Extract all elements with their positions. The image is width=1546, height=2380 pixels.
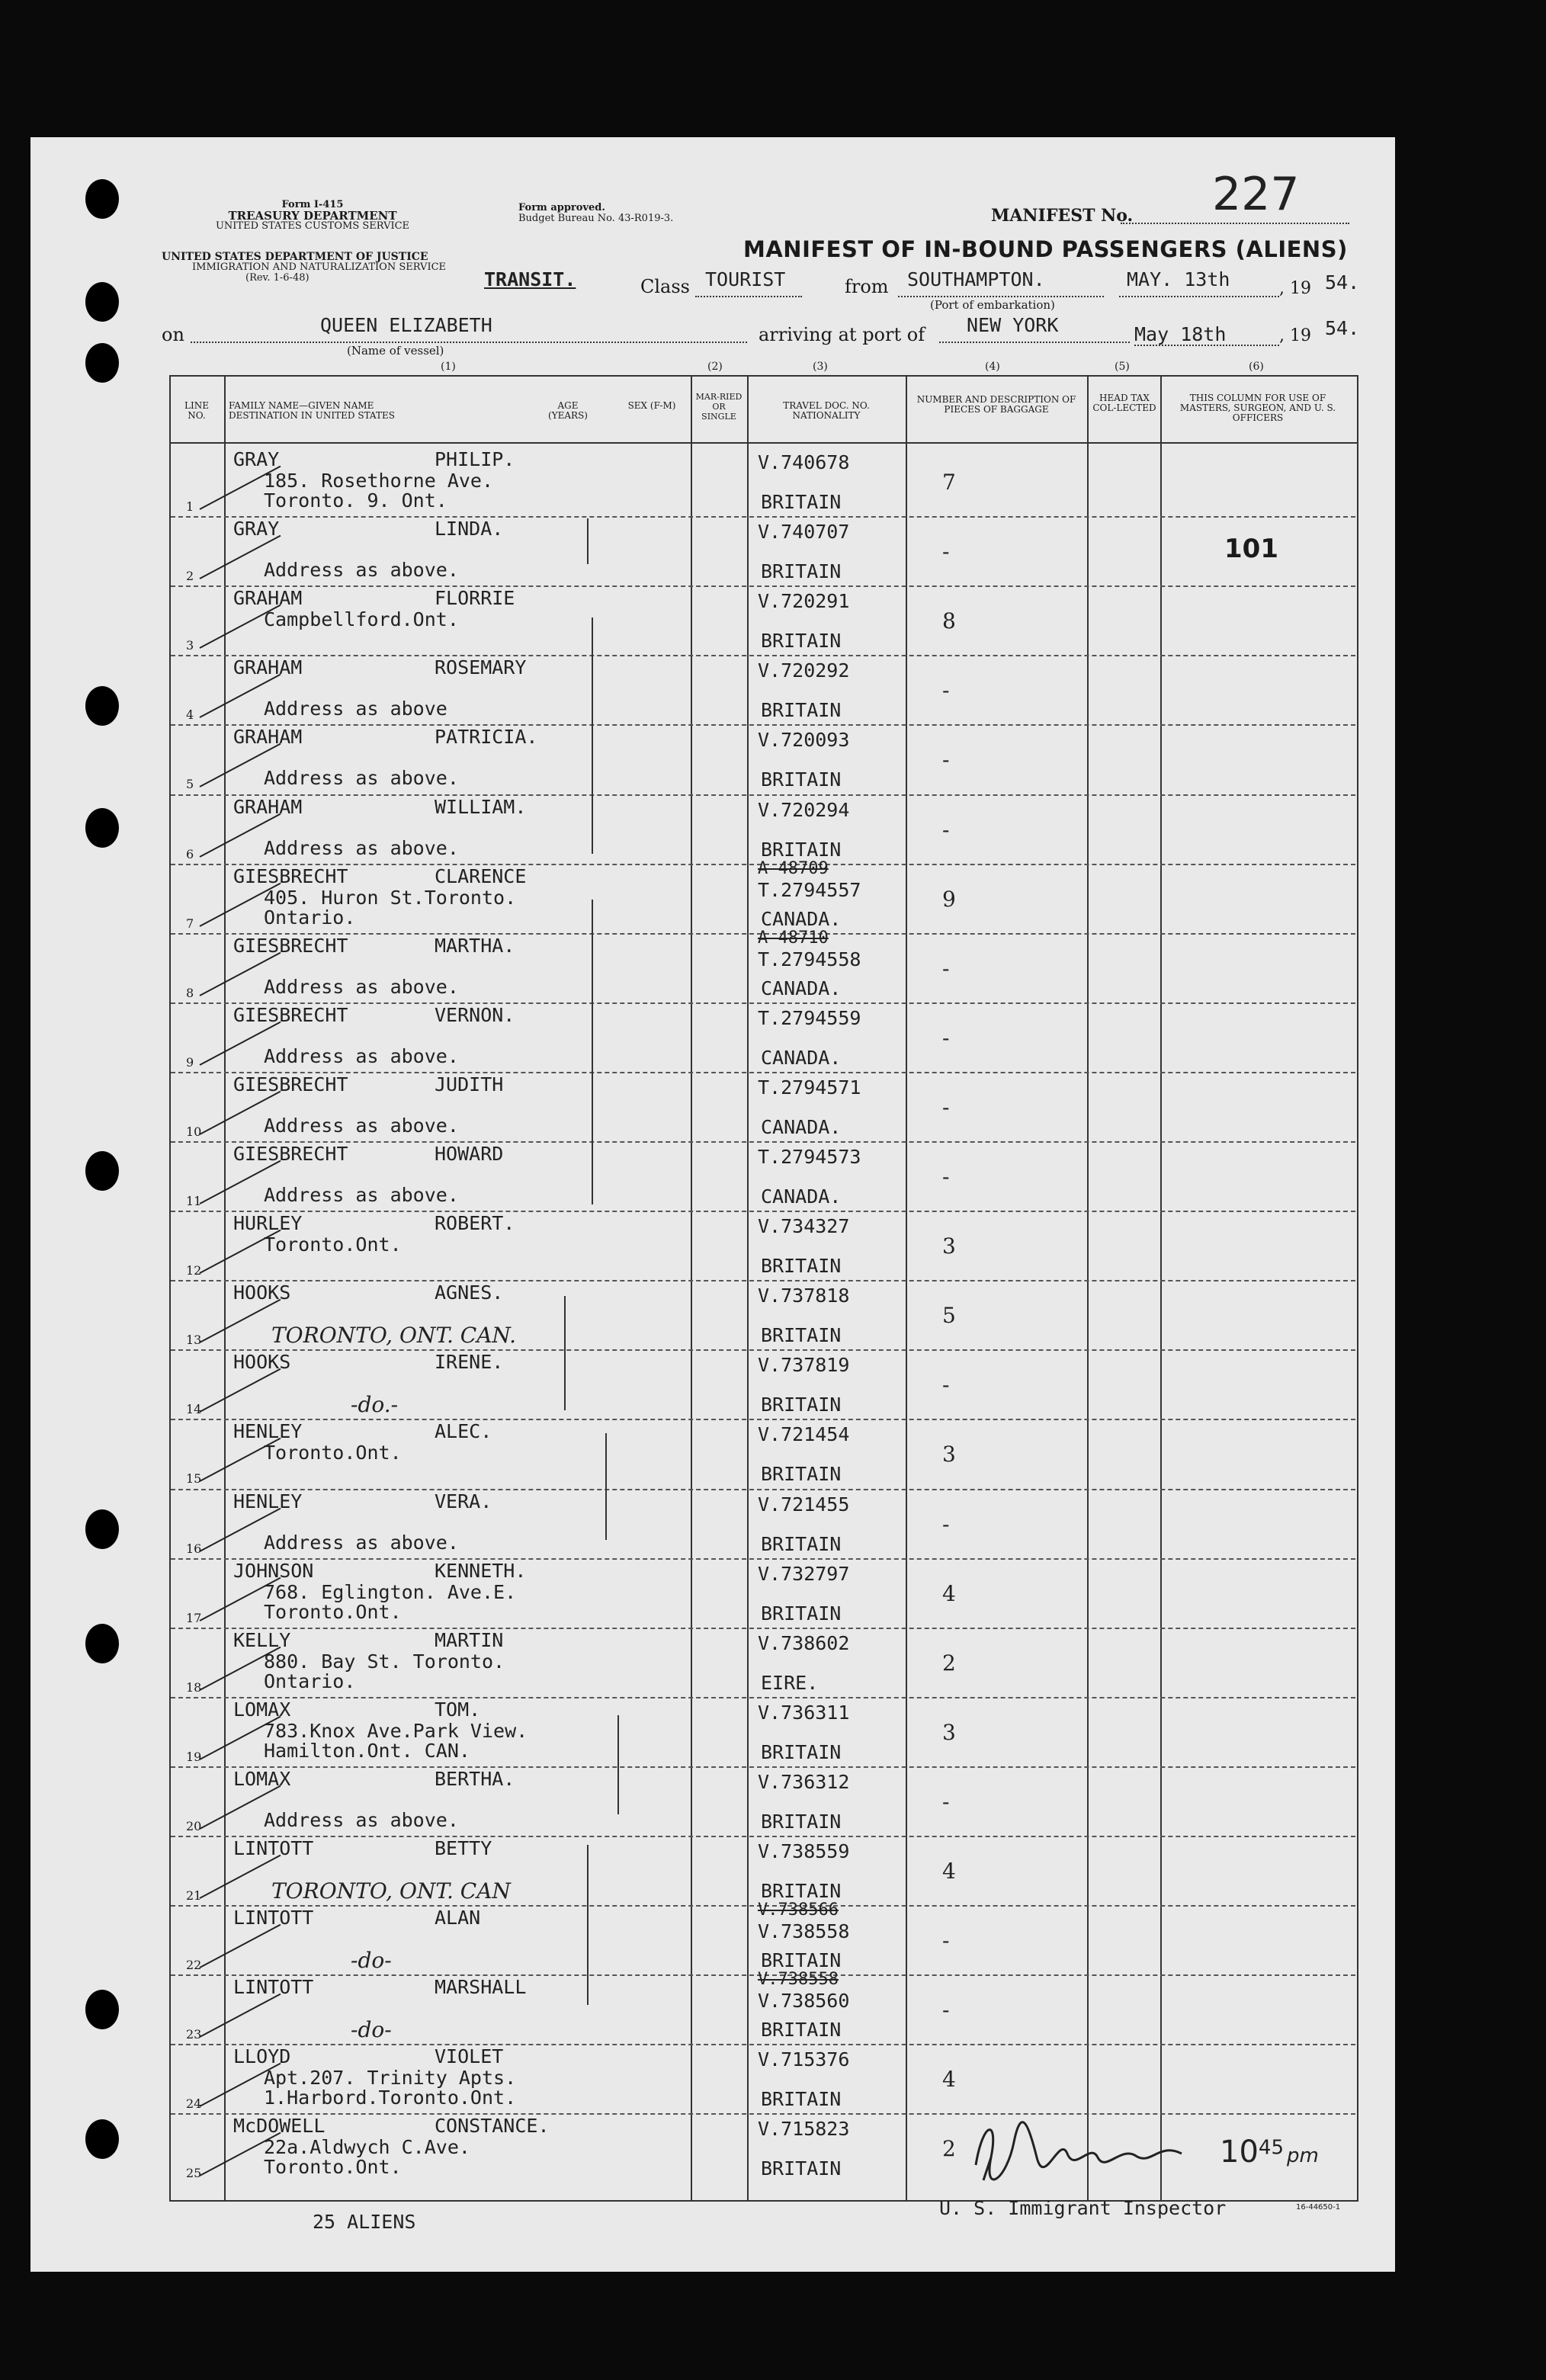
treasury-label: TREASURY DEPARTMENT — [228, 209, 397, 223]
passenger-nationality: BRITAIN — [761, 1810, 842, 1833]
passenger-given-name: JUDITH — [435, 1073, 504, 1095]
col-header-officers: THIS COLUMN FOR USE OF MASTERS, SURGEON, AND U. S. OFFICERS — [1179, 393, 1336, 423]
customs-label: UNITED STATES CUSTOMS SERVICE — [215, 220, 410, 232]
travel-doc-number: V.740678 — [758, 451, 850, 473]
passenger-address-line2: Address as above. — [264, 1808, 459, 1831]
table-row — [0, 928, 1546, 1002]
line-number: 10 — [186, 1124, 202, 1139]
passenger-family-name: HOOKS — [233, 1281, 291, 1304]
col-header-married: MAR-RIED OR SINGLE — [695, 392, 743, 422]
passenger-nationality: BRITAIN — [761, 491, 842, 513]
family-bracket — [605, 1433, 607, 1540]
passenger-given-name: VIOLET — [435, 2045, 504, 2068]
baggage-count: 2 — [942, 1650, 956, 1676]
passenger-nationality: BRITAIN — [761, 2019, 842, 2042]
passenger-family-name: LOMAX — [233, 1698, 291, 1721]
travel-doc-number: V.720291 — [758, 590, 850, 613]
passenger-given-name: IRENE. — [435, 1351, 504, 1374]
passenger-given-name: BERTHA. — [435, 1767, 515, 1790]
baggage-count: 8 — [942, 608, 956, 634]
passenger-address-line1: Toronto.Ont. — [264, 1233, 402, 1256]
baggage-count: - — [942, 1511, 950, 1537]
passenger-family-name: LINTOTT — [233, 1837, 314, 1859]
col-number-2: (2) — [707, 361, 723, 373]
passenger-nationality: BRITAIN — [761, 838, 842, 861]
passenger-address-line2: TORONTO, ONT. CAN. — [271, 1323, 517, 1349]
passenger-nationality: BRITAIN — [761, 699, 842, 722]
table-row — [0, 1141, 1546, 1211]
passenger-family-name: LINTOTT — [233, 1907, 314, 1929]
family-bracket — [617, 1715, 619, 1814]
line-number: 19 — [186, 1749, 202, 1764]
line-number: 3 — [186, 638, 194, 653]
passenger-address-line2: Address as above. — [264, 1044, 459, 1067]
vessel-label: (Name of vessel) — [347, 344, 444, 358]
from-value: SOUTHAMPTON. — [907, 268, 1045, 290]
table-row — [0, 655, 1546, 724]
ins-label: IMMIGRATION AND NATURALIZATION SERVICE — [192, 261, 447, 273]
travel-doc-number: V.738602 — [758, 1631, 850, 1654]
manifest-number: 227 — [1212, 168, 1300, 221]
baggage-count: - — [942, 816, 950, 842]
passenger-address-line1: 405. Huron St.Toronto. — [264, 886, 517, 909]
baggage-count: 4 — [942, 1859, 956, 1884]
table-row — [0, 1349, 1546, 1419]
baggage-count: - — [942, 1164, 950, 1189]
passenger-family-name: GIESBRECHT — [233, 1003, 348, 1026]
passenger-address-line1: 185. Rosethorne Ave. — [264, 470, 494, 492]
passenger-address-line2: Toronto.Ont. — [264, 2156, 402, 2179]
passenger-family-name: LINTOTT — [233, 1976, 314, 1999]
arrival-port: NEW YORK — [967, 314, 1059, 336]
passenger-given-name: CONSTANCE. — [435, 2115, 550, 2138]
passenger-given-name: PATRICIA. — [435, 726, 538, 749]
class-value: TOURIST — [705, 268, 786, 290]
port-embark-label: (Port of embarkation) — [930, 298, 1055, 312]
baggage-count: - — [942, 1928, 950, 1954]
punch-hole — [85, 179, 119, 219]
class-line — [695, 296, 802, 297]
table-row — [0, 1836, 1546, 1905]
passenger-family-name: LLOYD — [233, 2045, 291, 2068]
depart-date: MAY. 13th — [1127, 268, 1230, 290]
table-row — [0, 1211, 1546, 1280]
baggage-count: - — [942, 1372, 950, 1398]
passenger-family-name: GIESBRECHT — [233, 1143, 348, 1165]
rev-label: (Rev. 1-6-48) — [245, 272, 310, 284]
baggage-count: 9 — [942, 886, 956, 912]
passenger-family-name: HOOKS — [233, 1351, 291, 1374]
line-number: 21 — [186, 1888, 202, 1904]
table-row — [0, 516, 1546, 585]
passenger-address-line2: Address as above. — [264, 975, 459, 998]
transit-label: TRANSIT. — [484, 268, 576, 290]
passenger-given-name: VERNON. — [435, 1003, 515, 1026]
baggage-count: - — [942, 539, 950, 565]
travel-doc-number: T.2794573 — [758, 1146, 861, 1168]
baggage-count: 3 — [942, 1719, 956, 1745]
inspection-time — [1220, 2135, 1319, 2170]
line-number: 14 — [186, 1402, 202, 1417]
passenger-address-line2: 1.Harbord.Toronto.Ont. — [264, 2087, 517, 2109]
passenger-address-line2: Hamilton.Ont. CAN. — [264, 1739, 470, 1762]
passenger-family-name: GIESBRECHT — [233, 864, 348, 887]
col-number-5: (5) — [1115, 361, 1130, 373]
line-number: 4 — [186, 707, 194, 723]
passenger-given-name: VERA. — [435, 1490, 492, 1512]
passenger-address-line2: Address as above. — [264, 559, 459, 582]
travel-doc-number: V.715823 — [758, 2118, 850, 2141]
passenger-given-name: ROSEMARY — [435, 656, 527, 679]
passenger-family-name: LOMAX — [233, 1767, 291, 1790]
passenger-nationality: BRITAIN — [761, 560, 842, 583]
travel-doc-number: V.738559 — [758, 1840, 850, 1862]
line-number: 20 — [186, 1818, 202, 1833]
line-number: 24 — [186, 2096, 202, 2112]
arrival-port-line — [939, 342, 1130, 343]
travel-doc-number: T.2794557 — [758, 878, 861, 901]
inspection-time-suffix: pm — [1287, 2144, 1319, 2167]
passenger-address-line2: Toronto.Ont. — [264, 1600, 402, 1623]
passenger-address-line2: Ontario. — [264, 1670, 356, 1692]
passenger-given-name: AGNES. — [435, 1281, 504, 1304]
family-bracket — [587, 518, 589, 564]
arriving-label: arriving at port of — [759, 324, 925, 345]
line-number: 18 — [186, 1679, 202, 1695]
table-header-divider — [169, 442, 1357, 444]
table-row — [0, 1489, 1546, 1558]
travel-doc-number: V.736312 — [758, 1770, 850, 1793]
passenger-address-line1: Toronto.Ont. — [264, 1442, 402, 1464]
passenger-family-name: HENLEY — [233, 1490, 303, 1512]
line-number: 12 — [186, 1263, 202, 1278]
passenger-nationality: BRITAIN — [761, 768, 842, 791]
family-bracket — [564, 1296, 566, 1410]
passenger-nationality: BRITAIN — [761, 1602, 842, 1625]
passenger-given-name: PHILIP. — [435, 448, 515, 470]
passenger-nationality: BRITAIN — [761, 1880, 842, 1902]
passenger-nationality: CANADA. — [761, 1046, 842, 1069]
line-number: 7 — [186, 916, 194, 931]
line-number: 25 — [186, 2166, 202, 2181]
inspection-time-hour: 10 — [1220, 2135, 1259, 2170]
passenger-nationality: CANADA. — [761, 907, 842, 930]
travel-doc-number: V.734327 — [758, 1215, 850, 1238]
table-row — [0, 1419, 1546, 1488]
passenger-nationality: CANADA. — [761, 977, 842, 999]
table-row — [0, 724, 1546, 794]
baggage-count: 4 — [942, 2067, 956, 2093]
passenger-address-line2: TORONTO, ONT. CAN — [271, 1878, 511, 1904]
passenger-given-name: CLARENCE — [435, 864, 527, 887]
vessel-name: QUEEN ELIZABETH — [320, 314, 492, 336]
passenger-address-line2: Address as above. — [264, 1531, 459, 1554]
line-number: 15 — [186, 1471, 202, 1487]
col-header-line: LINE NO. — [184, 400, 209, 421]
passenger-family-name: KELLY — [233, 1628, 291, 1651]
col-header-name: FAMILY NAME—GIVEN NAME DESTINATION IN UNITED STATES — [229, 400, 395, 421]
travel-doc-number: V.737818 — [758, 1285, 850, 1307]
baggage-count: 4 — [942, 1580, 956, 1606]
family-bracket — [592, 900, 593, 1204]
passenger-nationality: BRITAIN — [761, 2157, 842, 2180]
depart-year-prefix: , 19 — [1279, 279, 1311, 298]
arrival-year: 54. — [1325, 317, 1360, 339]
passenger-given-name: TOM. — [435, 1698, 481, 1721]
passenger-nationality: BRITAIN — [761, 1324, 842, 1347]
passenger-family-name: GIESBRECHT — [233, 1073, 348, 1095]
passenger-family-name: GRAHAM — [233, 726, 303, 749]
passenger-address-line2: -do.- — [351, 1392, 399, 1418]
passenger-address-line2: Address as above. — [264, 1184, 459, 1206]
passenger-given-name: LINDA. — [435, 518, 504, 540]
baggage-count: 7 — [942, 470, 956, 495]
inspection-time-minutes: 45 — [1258, 2136, 1284, 2160]
col-header-baggage: NUMBER AND DESCRIPTION OF PIECES OF BAGGAGE — [916, 394, 1076, 415]
punch-hole — [85, 282, 119, 322]
passenger-family-name: GRAY — [233, 448, 280, 470]
passenger-family-name: McDOWELL — [233, 2115, 326, 2138]
travel-doc-struck: V.738558 — [758, 1970, 839, 1990]
passenger-nationality: BRITAIN — [761, 1949, 842, 1972]
inspector-signature — [968, 2112, 1189, 2188]
table-row — [0, 1697, 1546, 1766]
line-number: 17 — [186, 1610, 202, 1625]
passenger-address-line2: Address as above. — [264, 1114, 459, 1137]
table-row — [0, 1900, 1546, 1974]
table-row — [0, 1970, 1546, 2044]
approval-label: Form approved. — [518, 202, 605, 213]
line-number: 2 — [186, 569, 194, 584]
passenger-address-line1: Apt.207. Trinity Apts. — [264, 2067, 517, 2090]
passenger-address-line2: Ontario. — [264, 906, 356, 929]
col-header-age: AGE (YEARS) — [548, 400, 588, 421]
travel-doc-number: V.740707 — [758, 521, 850, 544]
table-row — [0, 1072, 1546, 1141]
line-number: 9 — [186, 1054, 194, 1070]
passenger-nationality: BRITAIN — [761, 630, 842, 653]
check-slash — [200, 1924, 281, 1968]
line-number: 6 — [186, 846, 194, 861]
passenger-address-line1: Campbellford.Ont. — [264, 608, 459, 631]
passenger-nationality: CANADA. — [761, 1115, 842, 1138]
travel-doc-number: V.732797 — [758, 1562, 850, 1585]
class-label: Class — [640, 276, 690, 297]
budget-label: Budget Bureau No. 43-R019-3. — [518, 213, 674, 224]
baggage-count: - — [942, 747, 950, 773]
doj-label: UNITED STATES DEPARTMENT OF JUSTICE — [162, 251, 428, 263]
check-slash — [200, 1993, 281, 2038]
line-number: 23 — [186, 2027, 202, 2042]
col-number-4: (4) — [985, 361, 1000, 373]
manifest-title: MANIFEST OF IN-BOUND PASSENGERS (ALIENS) — [743, 236, 1348, 262]
passenger-nationality: BRITAIN — [761, 1463, 842, 1486]
from-label: from — [845, 276, 889, 297]
passenger-address-line2: Address as above. — [264, 767, 459, 790]
table-row — [0, 2044, 1546, 2113]
passenger-nationality: CANADA. — [761, 1185, 842, 1208]
family-bracket — [592, 617, 593, 854]
from-line — [898, 296, 1104, 297]
travel-doc-number: V.720292 — [758, 659, 850, 682]
baggage-count: - — [942, 1025, 950, 1050]
passenger-nationality: EIRE. — [761, 1671, 819, 1694]
passenger-address-line2: Address as above. — [264, 836, 459, 859]
manifest-number-line — [1121, 223, 1349, 224]
passenger-address-line2: Toronto. 9. Ont. — [264, 489, 447, 512]
inspector-label: U. S. Immigrant Inspector — [939, 2197, 1227, 2219]
on-label: on — [162, 324, 184, 345]
passenger-given-name: WILLIAM. — [435, 795, 527, 818]
line-number: 8 — [186, 985, 194, 1000]
passenger-given-name: MARTIN — [435, 1628, 504, 1651]
table-row — [0, 1280, 1546, 1349]
travel-doc-number: T.2794559 — [758, 1006, 861, 1029]
col-header-sex: SEX (F-M) — [627, 400, 676, 411]
travel-doc-number: V.715376 — [758, 2048, 850, 2071]
passenger-given-name: BETTY — [435, 1837, 492, 1859]
depart-year: 54. — [1325, 271, 1360, 293]
travel-doc-number: T.2794571 — [758, 1076, 861, 1099]
table-row — [0, 585, 1546, 655]
passenger-family-name: GIESBRECHT — [233, 934, 348, 957]
passenger-family-name: JOHNSON — [233, 1559, 314, 1582]
arrival-year-prefix: , 19 — [1279, 326, 1311, 345]
family-bracket — [587, 1845, 589, 2005]
col-number-1: (1) — [441, 361, 456, 373]
travel-doc-struck: V.738566 — [758, 1900, 839, 1920]
line-number: 1 — [186, 499, 194, 515]
baggage-count: - — [942, 955, 950, 981]
arrival-date: May 18th — [1134, 323, 1227, 345]
travel-doc-number: V.738560 — [758, 1990, 850, 2013]
passenger-family-name: HURLEY — [233, 1212, 303, 1235]
travel-doc-number: T.2794558 — [758, 948, 861, 970]
travel-doc-number: V.721455 — [758, 1493, 850, 1516]
passenger-nationality: BRITAIN — [761, 1740, 842, 1763]
depart-date-line — [1119, 296, 1279, 297]
passenger-family-name: GRAY — [233, 518, 280, 540]
line-number: 5 — [186, 777, 194, 792]
passenger-address-line1: 22a.Aldwych C.Ave. — [264, 2136, 470, 2159]
passenger-address-line2: -do- — [351, 2017, 392, 2043]
check-slash — [200, 1299, 281, 1343]
baggage-count: - — [942, 678, 950, 704]
baggage-count: - — [942, 1788, 950, 1814]
baggage-count: 3 — [942, 1233, 956, 1259]
col-number-3: (3) — [813, 361, 828, 373]
baggage-count: 5 — [942, 1303, 956, 1329]
table-row — [0, 1766, 1546, 1836]
passenger-address-line1: 783.Knox Ave.Park View. — [264, 1719, 528, 1742]
table-row — [0, 1558, 1546, 1628]
passenger-given-name: ROBERT. — [435, 1212, 515, 1235]
passenger-address-line2: Address as above — [264, 698, 447, 720]
arrival-date-line — [1134, 345, 1279, 346]
check-slash — [200, 1368, 281, 1413]
baggage-count: - — [942, 1094, 950, 1120]
table-row — [0, 447, 1546, 516]
doj-block — [162, 252, 497, 284]
col-number-6: (6) — [1249, 361, 1264, 373]
passenger-given-name: MARSHALL — [435, 1976, 527, 1999]
table-row — [0, 794, 1546, 864]
passenger-family-name: HENLEY — [233, 1420, 303, 1443]
passenger-family-name: GRAHAM — [233, 795, 303, 818]
travel-doc-struck: A-48710 — [758, 928, 829, 948]
form-code: 16-44650-1 — [1296, 2203, 1341, 2212]
table-row — [0, 858, 1546, 933]
travel-doc-number: V.738558 — [758, 1920, 850, 1943]
form-id-block — [206, 200, 419, 232]
passenger-given-name: ALEC. — [435, 1420, 492, 1443]
col-header-headtax: HEAD TAX COL-LECTED — [1092, 393, 1156, 413]
line-number: 13 — [186, 1333, 202, 1348]
manifest-number-label: MANIFEST No. — [991, 206, 1134, 226]
passenger-given-name: KENNETH. — [435, 1559, 527, 1582]
travel-doc-struck: A-48709 — [758, 858, 829, 878]
vessel-line — [191, 342, 747, 343]
passenger-nationality: BRITAIN — [761, 1532, 842, 1555]
form-number: Form I-415 — [281, 199, 344, 210]
officer-stamp-number: 101 — [1224, 534, 1278, 564]
check-slash — [200, 1855, 281, 1899]
table-row — [0, 1002, 1546, 1072]
travel-doc-number: V.737819 — [758, 1354, 850, 1377]
passenger-nationality: BRITAIN — [761, 2088, 842, 2111]
passenger-family-name: GRAHAM — [233, 656, 303, 679]
passenger-given-name: MARTHA. — [435, 934, 515, 957]
travel-doc-number: V.721454 — [758, 1423, 850, 1446]
baggage-count: 3 — [942, 1442, 956, 1467]
approval-block — [518, 203, 747, 224]
passenger-address-line1: 768. Eglington. Ave.E. — [264, 1580, 517, 1603]
passenger-address-line1: 880. Bay St. Toronto. — [264, 1650, 505, 1673]
line-number: 22 — [186, 1958, 202, 1973]
footer-alien-count: 25 ALIENS — [313, 2211, 416, 2233]
signature-scribble-icon — [968, 2112, 1189, 2188]
line-number: 16 — [186, 1541, 202, 1556]
passenger-given-name: HOWARD — [435, 1143, 504, 1165]
travel-doc-number: V.720294 — [758, 798, 850, 821]
line-number: 11 — [186, 1194, 202, 1209]
baggage-count: 2 — [942, 2136, 956, 2162]
travel-doc-number: V.736311 — [758, 1701, 850, 1724]
col-header-travel: TRAVEL DOC. NO. NATIONALITY — [783, 400, 870, 421]
passenger-nationality: BRITAIN — [761, 1394, 842, 1416]
baggage-count: - — [942, 1997, 950, 2023]
passenger-given-name: ALAN — [435, 1907, 481, 1929]
passenger-address-line2: -do- — [351, 1948, 392, 1974]
passenger-nationality: BRITAIN — [761, 1255, 842, 1278]
punch-hole — [85, 343, 119, 383]
table-row — [0, 1628, 1546, 1697]
passenger-given-name: FLORRIE — [435, 587, 515, 610]
passenger-family-name: GRAHAM — [233, 587, 303, 610]
travel-doc-number: V.720093 — [758, 729, 850, 752]
